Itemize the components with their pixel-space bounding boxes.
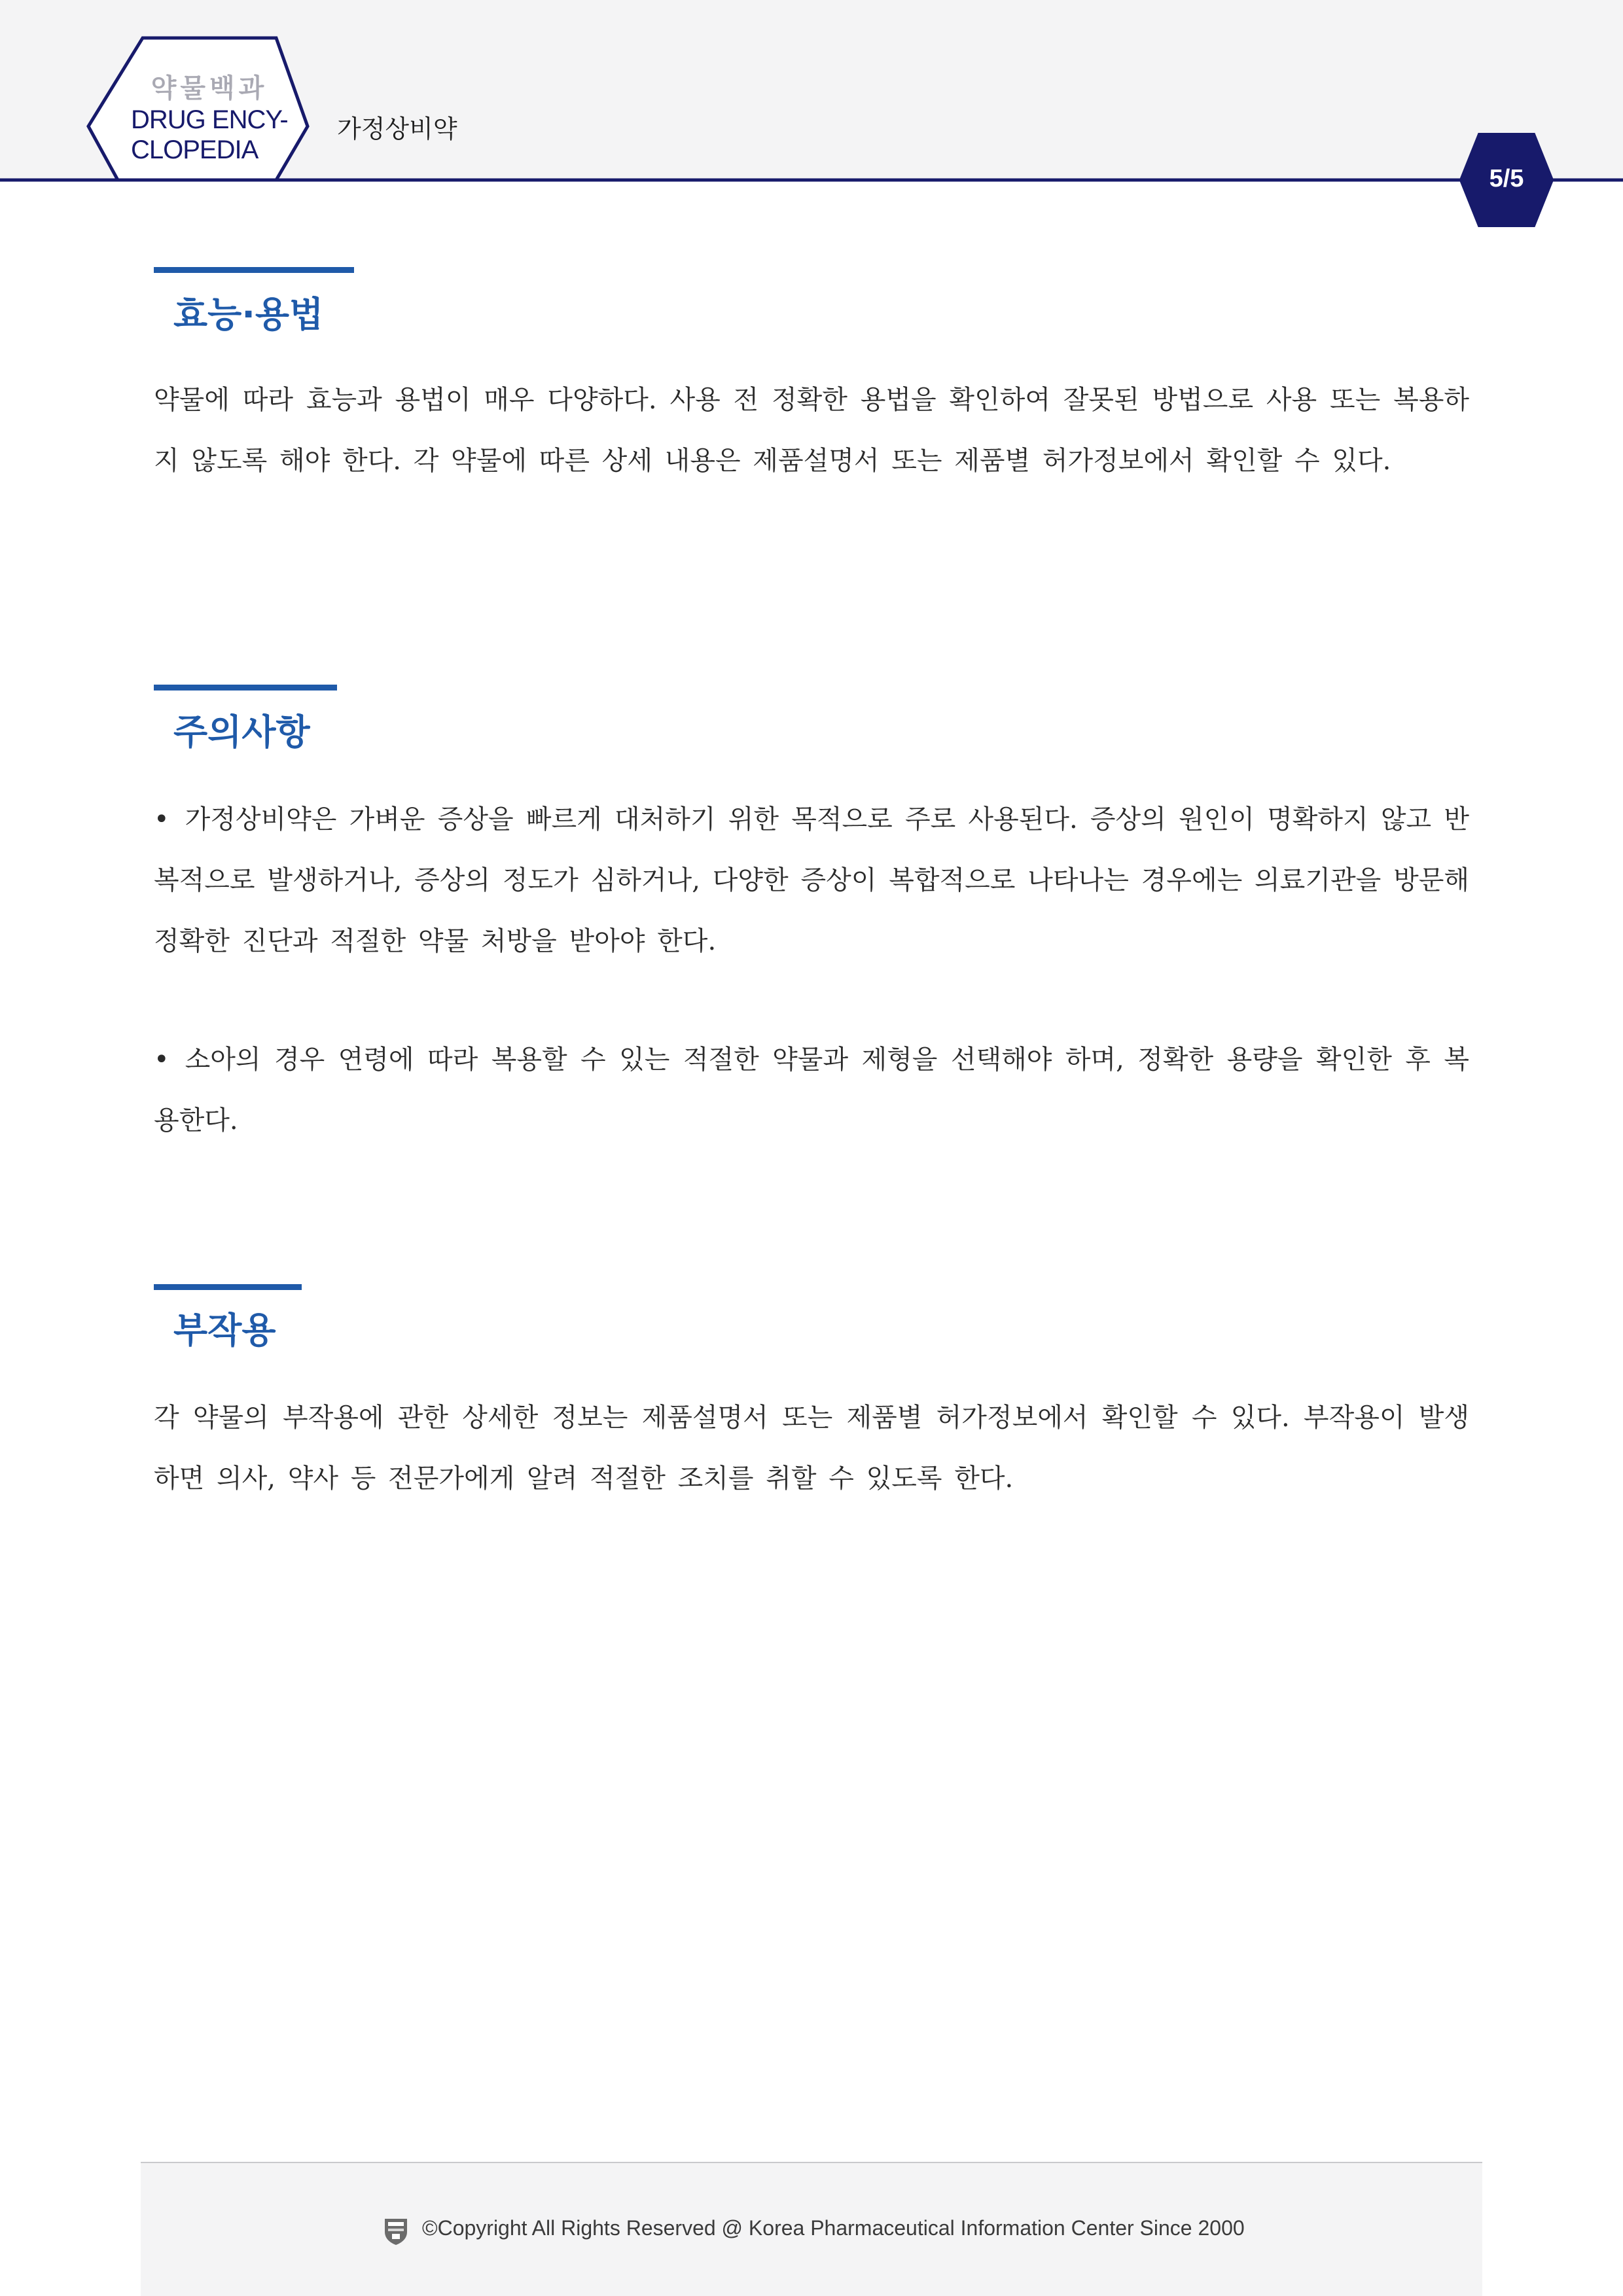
logo-english-line2: CLOPEDIA — [131, 135, 259, 164]
document-title: 가정상비약 — [337, 115, 457, 143]
section-paragraph: 약물에 따라 효능과 용법이 매우 다양하다. 사용 전 정확한 용법을 확인하여 잘못된 방법으로 사용 또는 복용하지 않도록 해야 한다. 각 약물에 따른 상세 내용은 제품설명서 또는 제품별 허가정보에서 확인할 수 있다. — [154, 385, 1469, 476]
logo-english-line1: DRUG ENCY- — [131, 105, 288, 134]
bullet-text: 소아의 경우 연령에 따라 복용할 수 있는 적절한 약물과 제형을 선택해야 하며, 정확한 용량을 확인한 후 복용한다. — [154, 1045, 1469, 1136]
section-title: 부작용 — [173, 1310, 276, 1351]
page-number: 5/5 — [1489, 165, 1524, 192]
bullet-mark: • — [154, 804, 169, 834]
logo-english-text — [131, 105, 301, 165]
section-bar — [154, 1284, 302, 1290]
section-bar — [154, 685, 337, 691]
bullet-mark: • — [154, 1045, 169, 1075]
section-paragraph: 각 약물의 부작용에 관한 상세한 정보는 제품설명서 또는 제품별 허가정보에서 확인할 수 있다. 부작용이 발생하면 의사, 약사 등 전문가에게 알려 적절한 조치를 취할 수 있도록 한다. — [154, 1403, 1469, 1494]
bullet-paragraph — [154, 1030, 1469, 1151]
bullet-paragraph — [154, 789, 1469, 972]
footer-copyright: ©Copyright All Rights Reserved @ Korea Pharmaceutical Information Center Since 2000 — [422, 2216, 1245, 2240]
kpic-shield-logo-icon — [383, 2216, 409, 2246]
section-bar — [154, 267, 354, 273]
logo-korean-text: 약물백과 — [151, 73, 268, 103]
bullet-text: 가정상비약은 가벼운 증상을 빠르게 대처하기 위한 목적으로 주로 사용된다. 증상의 원인이 명확하지 않고 반복적으로 발생하거나, 증상의 정도가 심하거나, 다양한 증상이 복합적으로 나타나는 경우에는 의료기관을 방문해 정확한 진단과 적절한 약물 처방을 받아야 한다. — [154, 804, 1469, 956]
section-title: 효능·용법 — [173, 294, 324, 335]
section-title: 주의사항 — [173, 711, 310, 753]
